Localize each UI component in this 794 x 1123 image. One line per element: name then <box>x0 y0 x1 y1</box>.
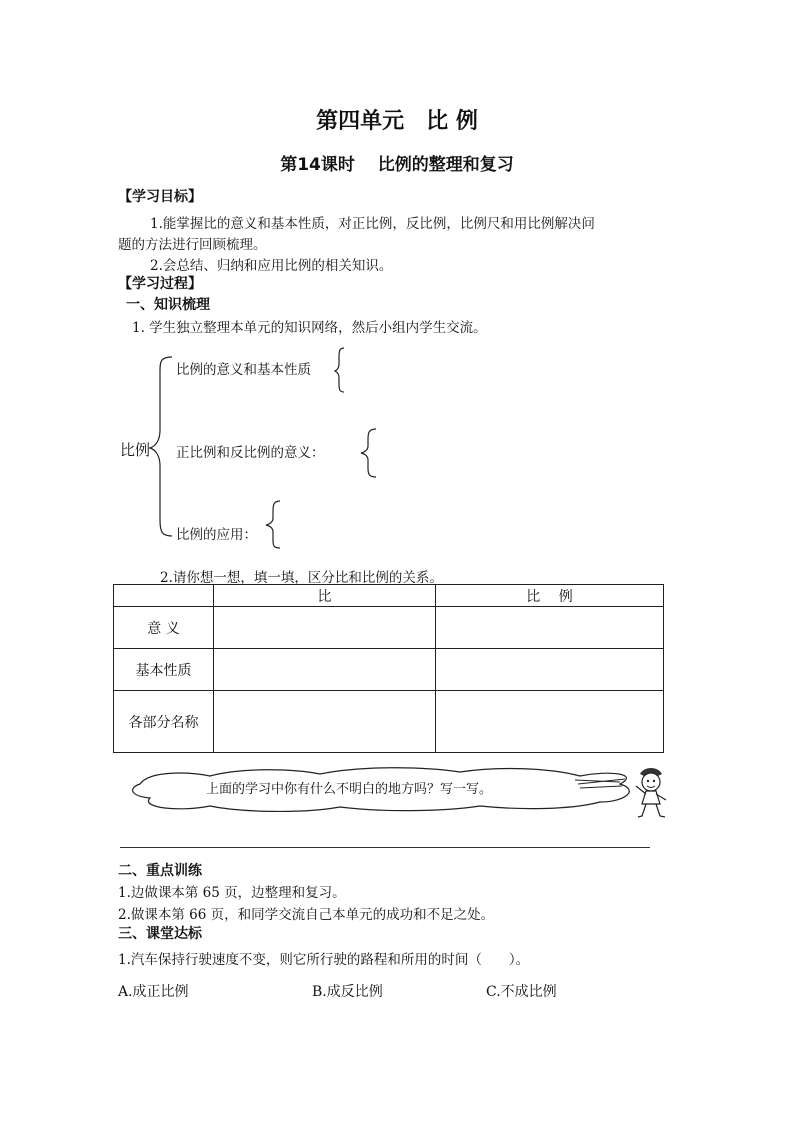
brace-3 <box>266 501 280 548</box>
table-corner-cell <box>114 585 214 607</box>
question-1: 1.汽车保持行驶速度不变，则它所行驶的路程和所用的时间（ ）。 <box>118 952 530 968</box>
part2-heading: 二、重点训练 <box>118 863 202 879</box>
part3-heading: 三、课堂达标 <box>118 926 202 942</box>
part2-item-1: 1.边做课本第 65 页，边整理和复习。 <box>118 885 346 901</box>
row-label-meaning: 意 义 <box>114 607 214 649</box>
brace-1 <box>335 348 344 392</box>
brace-2 <box>361 429 376 477</box>
table-header-proportion: 比 例 <box>436 585 664 607</box>
tree-branch-1: 比例的意义和基本性质 <box>176 362 311 378</box>
row-label-property: 基本性质 <box>114 649 214 691</box>
objective-2: 2.会总结、归纳和应用比例的相关知识。 <box>150 258 393 274</box>
main-brace <box>150 357 172 536</box>
option-c[interactable]: C.不成比例 <box>486 984 557 1000</box>
option-b[interactable]: B.成反比例 <box>312 984 383 1000</box>
answer-cell[interactable] <box>214 649 436 691</box>
cloud-text: 上面的学习中你有什么不明白的地方吗？写一写。 <box>206 782 493 797</box>
table-row <box>114 607 664 649</box>
answer-cell[interactable] <box>436 649 664 691</box>
table-row <box>114 691 664 753</box>
tree-branch-3: 比例的应用： <box>176 527 257 543</box>
table-header-row <box>114 585 664 607</box>
answer-cell[interactable] <box>214 691 436 753</box>
table-row <box>114 649 664 691</box>
task-2: 2.请你想一想，填一填，区分比和比例的关系。 <box>160 570 443 586</box>
objective-1-line-1: 1.能掌握比的意义和基本性质，对正比例，反比例，比例尺和用比例解决问 <box>150 216 595 232</box>
objective-1-line-2: 题的方法进行回顾梳理。 <box>118 237 267 253</box>
task-1: 1. 学生独立整理本单元的知识网络，然后小组内学生交流。 <box>132 320 487 336</box>
answer-cell[interactable] <box>436 607 664 649</box>
cartoon-student-icon <box>628 764 674 820</box>
table-header-ratio: 比 <box>214 585 436 607</box>
comparison-table <box>113 584 664 753</box>
answer-line[interactable] <box>120 847 650 848</box>
option-a[interactable]: A.成正比例 <box>118 984 189 1000</box>
row-label-parts: 各部分名称 <box>114 691 214 753</box>
tree-root: 比例 <box>120 441 151 459</box>
tree-branch-2: 正比例和反比例的意义： <box>176 445 325 461</box>
part1-heading: 一、知识梳理 <box>126 297 210 313</box>
lesson-title: 第14课时 比例的整理和复习 <box>280 155 514 175</box>
answer-cell[interactable] <box>436 691 664 753</box>
unit-title: 第四单元 比 例 <box>316 109 478 134</box>
process-heading: 【学习过程】 <box>118 276 202 292</box>
objectives-heading: 【学习目标】 <box>118 189 202 205</box>
answer-cell[interactable] <box>214 607 436 649</box>
part2-item-2: 2.做课本第 66 页，和同学交流自己本单元的成功和不足之处。 <box>118 907 495 923</box>
